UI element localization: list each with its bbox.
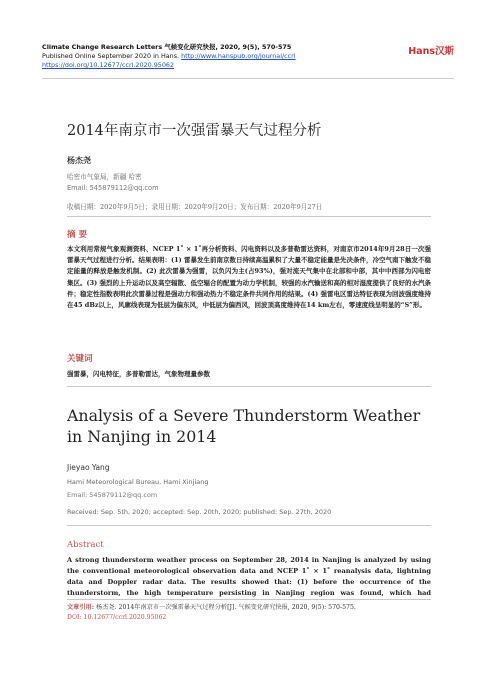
citation-label: 文章引用:	[67, 604, 95, 611]
en-abstract-text: A strong thunderstorm weather process on September 28, 2014 in Nanjing is analyzed by using the conventional meteorological observation data and NCEP 1˚ × 1˚ reanalysis data, lightning data and Doppler radar data. The results showed that: (1) before the occurrence of the thunderstorm, the high temperature persisting in Nanjing region was found, which had	[67, 556, 431, 597]
citation-text: 杨杰尧. 2014年南京市一次强雷暴天气过程分析[J]. 气候变化研究快报, 2020, 9(5): 570-575.	[94, 604, 356, 611]
en-paper-title: Analysis of a Severe Thunderstorm Weather in Nanjing in 2014	[67, 406, 421, 446]
citation-block	[67, 603, 447, 623]
published-prefix: Published Online September 2020 in Hans.	[42, 52, 182, 60]
hans-logo	[408, 43, 454, 57]
citation-line	[67, 603, 447, 613]
cn-abstract-heading: 摘 要	[67, 230, 87, 240]
cn-dates-divider	[67, 216, 431, 217]
doi-link[interactable]: https://doi.org/10.12677/ccrl.2020.95062	[42, 61, 175, 69]
journal-header	[42, 43, 296, 70]
en-abstract-heading: Abstract	[67, 540, 104, 550]
en-dates: Received: Sep. 5th, 2020; accepted: Sep. 20th, 2020; published: Sep. 27th, 2020	[67, 508, 332, 516]
journal-info: Climate Change Research Letters 气候变化研究快报, 2020, 9(5), 570-575	[42, 43, 292, 51]
header-divider	[42, 78, 454, 79]
published-line	[42, 52, 296, 61]
en-affiliation: Hami Meteorological Bureau, Hami Xinjiang	[67, 478, 209, 486]
cn-keywords-divider	[67, 386, 431, 387]
cn-keywords-heading: 关键词	[67, 354, 93, 364]
en-dates-divider	[67, 525, 431, 526]
cn-dates: 收稿日期：2020年9月5日；录用日期：2020年9月20日；发布日期：2020年9月27日	[67, 203, 323, 211]
citation-divider	[67, 599, 431, 600]
cn-keywords-text: 强雷暴，闪电特征，多普勒雷达，气象物理量参数	[67, 370, 210, 378]
citation-doi[interactable]: DOI: 10.12677/ccrl.2020.95062	[67, 614, 167, 621]
en-email: Email: 545879112@qq.com	[67, 491, 158, 499]
logo-text: Hans	[408, 46, 435, 57]
logo-cn-text: 汉斯	[434, 46, 454, 57]
cn-paper-title: 2014年南京市一次强雷暴天气过程分析	[67, 123, 322, 139]
cn-author-name: 杨杰尧	[67, 155, 91, 165]
en-author-name: Jieyao Yang	[67, 463, 110, 472]
cn-email: Email: 545879112@qq.com	[67, 184, 159, 192]
cn-affiliation: 哈密市气象局，新疆 哈密	[67, 173, 142, 181]
cn-abstract-text: 本文利用常规气象观测资料、NCEP 1˚ × 1˚再分析资料、闪电资料以及多普勒雷达资料，对南京市2014年9月28日一次强雷暴天气过程进行分析。结果表明：(1) 雷暴发生前南京数日持续高温累积了大量不稳定能量是先决条件，冷空气南下触发不稳定能量的释放是触发机制。(2) 此次雷暴为强雷，以负闪为主(占93%)，强对流天气集中在北部和中部，其中中西部为闪电密集区。(3) 强烈的上升运动以及高空辐散、低空辐合的配置为动力学机制，较强的水汽输送和高的相对湿度提供了良好的水汽条件；稳定性指数表明此次雷暴过程是强动力和强动热力不稳定条件共同作用的结果。(4) 强雷电区雷达特征表现为回波强度维持在45 dBz以上，风廓线表现为低层为偏东风，中低层为偏西风，回波顶高度维持在14 km左右，零速度线呈明显的“S”形。	[67, 245, 431, 310]
journal-url-link[interactable]: http://www.hanspub.org/journal/ccrl	[181, 52, 296, 60]
